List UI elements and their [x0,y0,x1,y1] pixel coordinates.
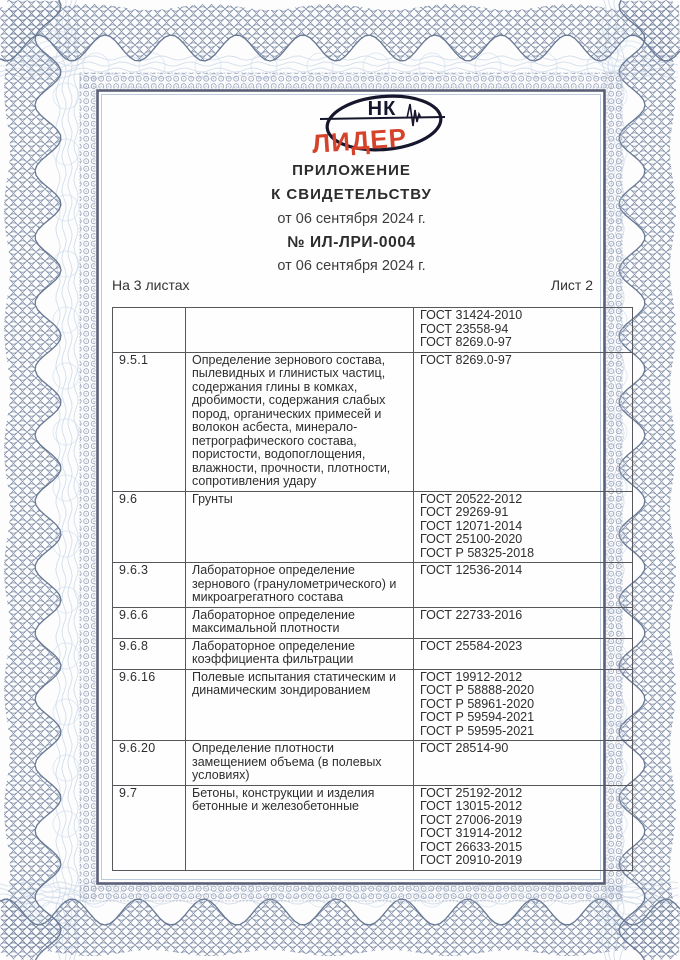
row-number-cell: 9.6.6 [113,607,186,638]
table-row [113,741,633,786]
gost-entry: ГОСТ 26633-2015 [420,839,523,854]
description-cell: Определение зернового состава, пылевидных и глинистых частиц, содержания глины в комках, дробимости, содержания слабых пород, органических примесей и волокон асбеста, минерало-петрографического состава, пористости, водопоглощения, влажности, прочности, плотности, сопротивления удару [186,352,414,491]
logo-graphic [308,90,454,162]
gost-entry: ГОСТ 8269.0-97 [420,352,512,367]
description-cell: Определение плотности замещением объема (в полевых условиях) [186,741,414,786]
gost-entry: ГОСТ 13015-2012 [420,799,523,813]
gost-entry: ГОСТ Р 58961-2020 [420,696,535,711]
nk-lider-logo [308,90,454,162]
row-number-cell: 9.7 [113,785,186,870]
gost-entry: ГОСТ 23558-94 [420,321,509,336]
row-number-cell: 9.6.8 [113,638,186,669]
gost-entry: ГОСТ 29269-91 [420,505,509,519]
sheet-number-label: Лист 2 [550,277,593,293]
certificate-number: № ИЛ-ЛРИ-0004 [287,234,416,251]
gost-entry: ГОСТ 25192-2012 [420,785,523,800]
table-row [113,785,633,870]
gost-entry: ГОСТ 25100-2020 [420,532,523,546]
appendix-title-line1: ПРИЛОЖЕНИЕ [292,162,411,179]
logo-text-lider: ЛИДЕР [310,122,408,159]
appendix-title-line2: К СВИДЕТЕЛЬСТВУ [271,186,432,203]
logo-text-nk: НК [367,98,397,120]
gost-list-cell [414,563,633,608]
certificate-date-2: от 06 сентября 2024 г. [277,258,426,274]
table-row [113,352,633,491]
row-number-cell: 9.6.20 [113,741,186,786]
description-cell: Грунты [186,491,414,563]
gost-list-cell [414,669,633,741]
table-row [113,491,633,563]
description-cell: Полевые испытания статическим и динамическим зондированием [186,669,414,741]
table-row [113,669,633,741]
logo-pulse-icon [407,104,421,126]
standards-table [112,307,633,871]
gost-entry: ГОСТ 25584-2023 [420,638,523,653]
description-cell: Лабораторное определение максимальной плотности [186,607,414,638]
gost-list-cell [414,491,633,563]
row-number-cell: 9.6.3 [113,563,186,608]
gost-entry: ГОСТ 31914-2012 [420,826,523,840]
description-cell: Лабораторное определение зернового (гранулометрического) и микроагрегатного состава [186,563,414,608]
description-cell [186,308,414,353]
gost-entry: ГОСТ 20522-2012 [420,491,523,506]
gost-entry: ГОСТ 19912-2012 [420,669,523,684]
description-cell: Лабораторное определение коэффициента фильтрации [186,638,414,669]
description-cell: Бетоны, конструкции и изделия бетонные и железобетонные [186,785,414,870]
gost-entry: ГОСТ Р 59595-2021 [420,723,535,738]
table-row [113,607,633,638]
gost-list-cell [414,352,633,491]
row-number-cell: 9.5.1 [113,352,186,491]
gost-list-cell [414,308,633,353]
sheet-count-label: На 3 листах [112,277,190,293]
gost-entry: ГОСТ 12071-2014 [420,518,523,533]
gost-entry: ГОСТ Р 58325-2018 [420,545,535,560]
gost-entry: ГОСТ 31424-2010 [420,308,523,322]
sheet-info-line [112,277,593,293]
gost-entry: ГОСТ 8269.0-97 [420,335,512,349]
gost-entry: ГОСТ 20910-2019 [420,853,523,867]
gost-list-cell [414,741,633,786]
gost-entry: ГОСТ 27006-2019 [420,812,523,827]
row-number-cell: 9.6 [113,491,186,563]
gost-entry: ГОСТ 22733-2016 [420,607,523,622]
gost-entry: ГОСТ 28514-90 [420,741,509,755]
gost-list-cell [414,638,633,669]
row-number-cell: 9.6.16 [113,669,186,741]
table-row [113,563,633,608]
gost-list-cell [414,785,633,870]
table-row [113,638,633,669]
gost-entry: ГОСТ Р 59594-2021 [420,710,535,724]
standards-table-body [113,308,633,871]
certificate-date-1: от 06 сентября 2024 г. [277,211,426,227]
gost-entry: ГОСТ 12536-2014 [420,563,523,577]
table-row [113,308,633,353]
gost-entry: ГОСТ Р 58888-2020 [420,683,535,697]
gost-list-cell [414,607,633,638]
row-number-cell [113,308,186,353]
